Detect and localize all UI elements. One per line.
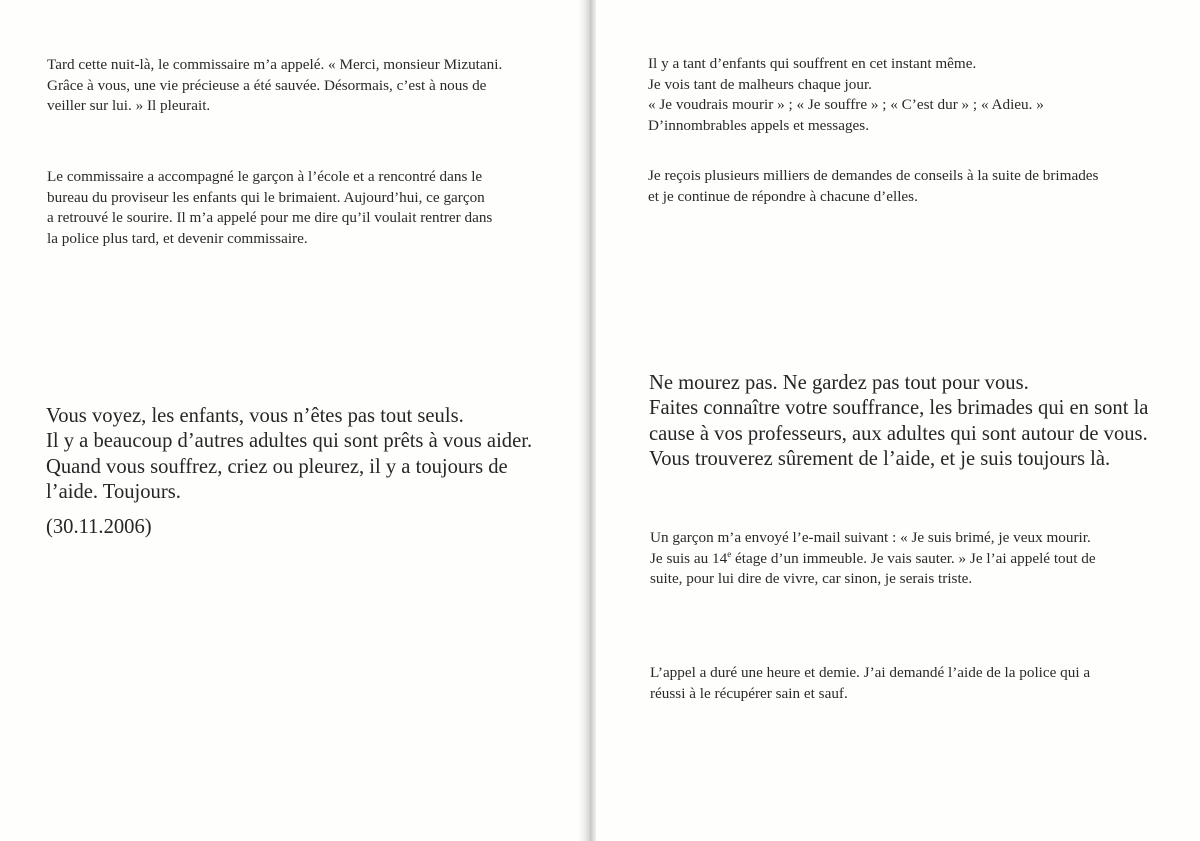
right-paragraph-3 — [649, 371, 1148, 472]
date-stamp: (30.11.2006) — [46, 516, 152, 538]
right-page — [596, 0, 1200, 841]
text-fragment: Je suis au 14 — [650, 549, 728, 567]
text-line: cause à vos professeurs, aux adultes qui sont autour de vous. — [649, 422, 1148, 445]
text-line: l’aide. Toujours. — [46, 480, 181, 503]
text-line: Vous trouverez sûrement de l’aide, et je suis toujours là. — [649, 447, 1111, 470]
text-line: Tard cette nuit-là, le commissaire m’a appelé. « Merci, monsieur Mizutani. — [47, 56, 503, 73]
text-line: a retrouvé le sourire. Il m’a appelé pour me dire qu’il voulait rentrer dans — [47, 209, 493, 226]
text-line: Je reçois plusieurs milliers de demandes de conseils à la suite de brimades — [648, 167, 1099, 184]
text-line: Il y a beaucoup d’autres adultes qui sont prêts à vous aider. — [46, 430, 533, 453]
text-line: Faites connaître votre souffrance, les brimades qui en sont la — [649, 397, 1149, 420]
text-line: bureau du proviseur les enfants qui le brimaient. Aujourd’hui, ce garçon — [47, 188, 485, 206]
right-paragraph-4 — [650, 528, 1096, 590]
text-line: D’innombrables appels et messages. — [648, 116, 870, 134]
left-paragraph-3 — [46, 404, 532, 505]
text-line — [650, 549, 1096, 570]
right-paragraph-2 — [648, 166, 1098, 207]
text-line: suite, pour lui dire de vivre, car sinon, je serais triste. — [650, 570, 973, 587]
text-line: Quand vous souffrez, criez ou pleurez, il y a toujours de — [46, 455, 508, 478]
right-paragraph-5 — [650, 663, 1090, 704]
text-line: et je continue de répondre à chacune d’elles. — [648, 187, 918, 205]
left-paragraph-2 — [47, 167, 492, 249]
text-line: la police plus tard, et devenir commissaire. — [47, 229, 308, 247]
text-line: Le commissaire a accompagné le garçon à l’école et a rencontré dans le — [47, 168, 483, 185]
text-line: Il y a tant d’enfants qui souffrent en cet instant même. — [648, 55, 977, 72]
text-line: « Je voudrais mourir » ; « Je souffre » ; « C’est dur » ; « Adieu. » — [648, 96, 1044, 113]
text-line: Je vois tant de malheurs chaque jour. — [648, 75, 872, 93]
text-line: Grâce à vous, une vie précieuse a été sauvée. Désormais, c’est à nous de — [47, 76, 487, 94]
text-fragment: étage d’un immeuble. Je vais sauter. » Je l’ai appelé tout de — [731, 549, 1096, 567]
text-line: Vous voyez, les enfants, vous n’êtes pas tout seuls. — [46, 405, 464, 427]
text-line: Un garçon m’a envoyé l’e-mail suivant : « Je suis brimé, je veux mourir. — [650, 529, 1091, 546]
left-paragraph-1 — [47, 55, 502, 117]
text-line: réussi à le récupérer sain et sauf. — [650, 684, 848, 702]
right-paragraph-1 — [648, 54, 1044, 136]
left-page — [0, 0, 584, 841]
text-line: Ne mourez pas. Ne gardez pas tout pour vous. — [649, 372, 1029, 394]
text-line: veiller sur lui. » Il pleurait. — [47, 97, 211, 114]
text-line: L’appel a duré une heure et demie. J’ai demandé l’aide de la police qui a — [650, 664, 1091, 681]
ordinal-superscript: e — [727, 548, 732, 559]
